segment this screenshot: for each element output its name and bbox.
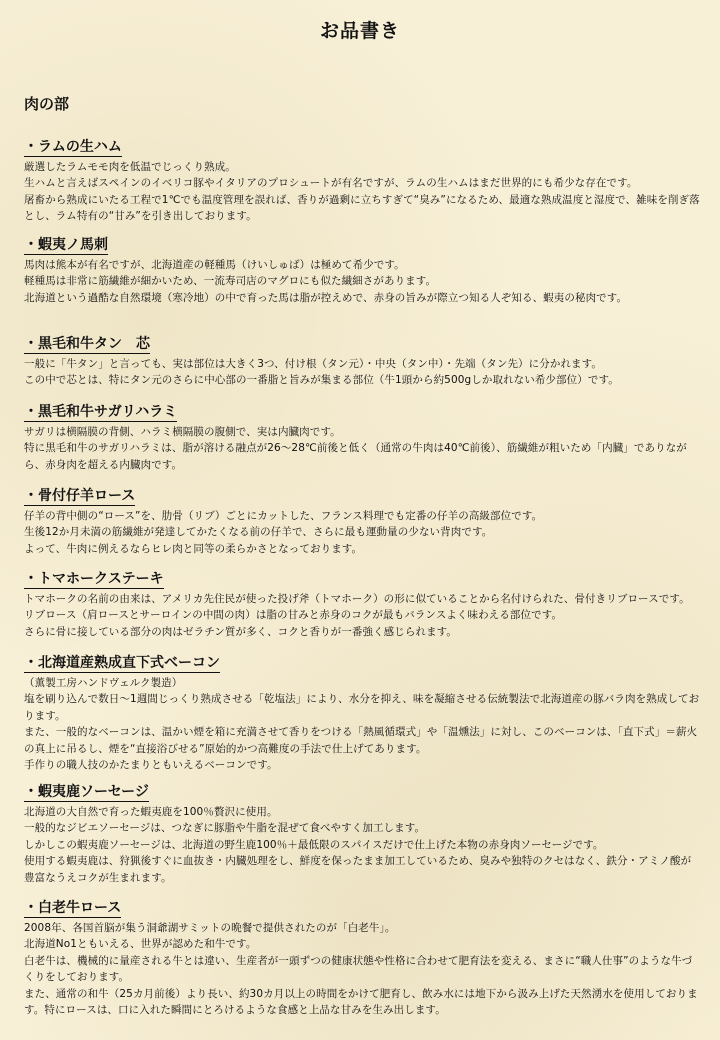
menu-item — [24, 652, 700, 773]
menu-item — [24, 401, 700, 473]
item-line: 馬肉は熊本が有名ですが、北海道産の軽種馬（けいしゅば）は極めて希少です。 — [24, 259, 405, 271]
item-line: 一般に「牛タン」と言っても、実は部位は大きく3つ、付け根（タン元）・中央（タン中）・先端（タン先）に分かれます。 — [24, 358, 603, 370]
item-line: 白老牛は、機械的に量産される牛とは違い、生産者が一頭ずつの健康状態や性格に合わせて肥育法を変える、まさに“職人仕事”のような牛づくりをしております。 — [24, 954, 693, 984]
menu-item — [24, 568, 700, 640]
item-line: （薫製工房ハンドヴェルク製造） — [24, 677, 183, 689]
menu-item — [24, 897, 700, 1018]
item-line: よって、牛肉に例えるならヒレ肉と同等の柔らかさとなっております。 — [24, 542, 363, 555]
item-line: 仔羊の背中側の“ロース”を、肋骨（リブ）ごとにカットした、フランス料理でも定番の仔羊の高級部位です。 — [24, 510, 543, 522]
item-line: また、通常の和牛（25カ月前後）より長い、約30カ月以上の時間をかけて肥育し、飲み水には地下から汲み上げた天然湧水を使用しております。特にロースは、口に入れた瞬間にとろけるような食感と上品な甘みを生み出します。 — [24, 987, 698, 1017]
item-line: トマホークの名前の由来は、アメリカ先住民が使った投げ斧（トマホーク）の形に似ていることから名付けられた、骨付きリブロースです。リブロース（肩ロースとサーロインの中間の肉）は脂の甘みと赤身のコクが最もバランスよく味わえる部位です。 — [24, 593, 690, 622]
item-heading: ・トマホークステーキ — [24, 571, 164, 587]
item-heading: ・北海道産熟成直下式ベーコン — [24, 655, 220, 671]
item-line: 生後12か月未満の筋繊維が発達してかたくなる前の仔羊で、さらに最も運動量の少ない背肉です。 — [24, 526, 493, 539]
item-line: 一般的なジビエソーセージは、つなぎに豚脂や牛脂を混ぜて食べやすく加工します。 — [24, 822, 426, 835]
item-heading: ・黒毛和牛タン 芯 — [24, 336, 150, 352]
item-heading: ・黒毛和牛サガリハラミ — [24, 404, 178, 420]
menu-item — [24, 485, 700, 557]
menu-item — [24, 136, 700, 225]
item-line: サガリは横隔膜の背側、ハラミ横隔膜の腹側で、実は内臓肉です。 — [24, 426, 341, 438]
item-heading: ・蝦夷鹿ソーセージ — [24, 784, 149, 800]
item-line: 特に黒毛和牛のサガリハラミは、脂が溶ける融点が26～28℃前後と低く（通常の牛肉は40℃前後）、筋繊維が粗いため「内臓」でありながら、赤身肉を超える内臓肉です。 — [24, 442, 687, 471]
item-line: 手作りの職人技のかたまりともいえるベーコンです。 — [24, 759, 278, 772]
item-line: 生ハムと言えばスペインのイベリコ豚やイタリアのプロシュートが有名ですが、ラムの生ハムはまだ世界的にも希少な存在です。 — [24, 177, 638, 190]
page-title: お品書き — [319, 20, 400, 42]
item-heading: ・蝦夷ノ馬刺 — [24, 237, 108, 253]
item-line: 塩を刷り込んで数日～1週間じっくり熟成させる「乾塩法」により、水分を抑え、味を凝縮させる伝統製法で北海道産の豚バラ肉を熟成しております。 — [24, 693, 700, 722]
item-line: 使用する蝦夷鹿は、狩猟後すぐに血抜き・内臓処理をし、鮮度を保ったまま加工しているため、臭みや独特のクセはなく、鉄分・アミノ酸が豊富なうえコクが生まれます。 — [24, 855, 692, 884]
item-line: 厳選したラムモモ肉を低温でじっくり熟成。 — [24, 161, 236, 173]
item-heading: ・白老牛ロース — [24, 900, 122, 916]
item-line: さらに骨に接している部分の肉はゼラチン質が多く、コクと香りが一番強く感じられます。 — [24, 625, 458, 638]
item-line: 2008年、各国首脳が集う洞爺湖サミットの晩餐で提供されたのが「白老牛」。 — [24, 922, 396, 934]
item-heading: ・骨付仔羊ロース — [24, 488, 136, 504]
item-line: 屠畜から熟成にいたる工程で1℃でも温度管理を誤れば、香りが過剰に立ちすぎて“臭み”になるため、最適な熟成温度と湿度で、雑味を削ぎ落とし、ラム特有の“甘み”を引き出しております。 — [24, 193, 700, 223]
category-heading: 肉の部 — [24, 95, 70, 113]
item-line: 軽種馬は非常に筋繊維が細かいため、一流寿司店のマグロにも似た繊細さがあります。 — [24, 275, 437, 288]
menu-item — [24, 781, 700, 886]
item-line: 北海道という過酷な自然環境（寒冷地）の中で育った馬は脂が控えめで、赤身の旨みが際立つ知る人ぞ知る、蝦夷の秘肉です。 — [24, 291, 628, 304]
item-line: しかしこの蝦夷鹿ソーセージは、北海道の野生鹿100％＋最低限のスパイスだけで仕上げた本物の赤身肉ソーセージです。 — [24, 838, 604, 851]
item-line: また、一般的なベーコンは、温かい煙を箱に充満させて香りをつける「熱風循環式」や「温燻法」に対し、このベーコンは、「直下式」＝薪火の真上に吊るし、煙を“直接浴びせる”原始的かつ高難度の手法で仕上げてあります。 — [24, 726, 698, 755]
menu-item — [24, 333, 700, 389]
item-line: 北海道の大自然で育った蝦夷鹿を100％贅沢に使用。 — [24, 806, 278, 818]
item-line: 北海道No1ともいえる、世界が認めた和牛です。 — [24, 938, 257, 951]
menu-item — [24, 234, 700, 306]
item-heading: ・ラムの生ハム — [24, 139, 122, 155]
item-line: この中で芯とは、特にタン元のさらに中心部の一番脂と旨みが集まる部位（牛1頭から約500gしか取れない希少部位）です。 — [24, 374, 619, 387]
